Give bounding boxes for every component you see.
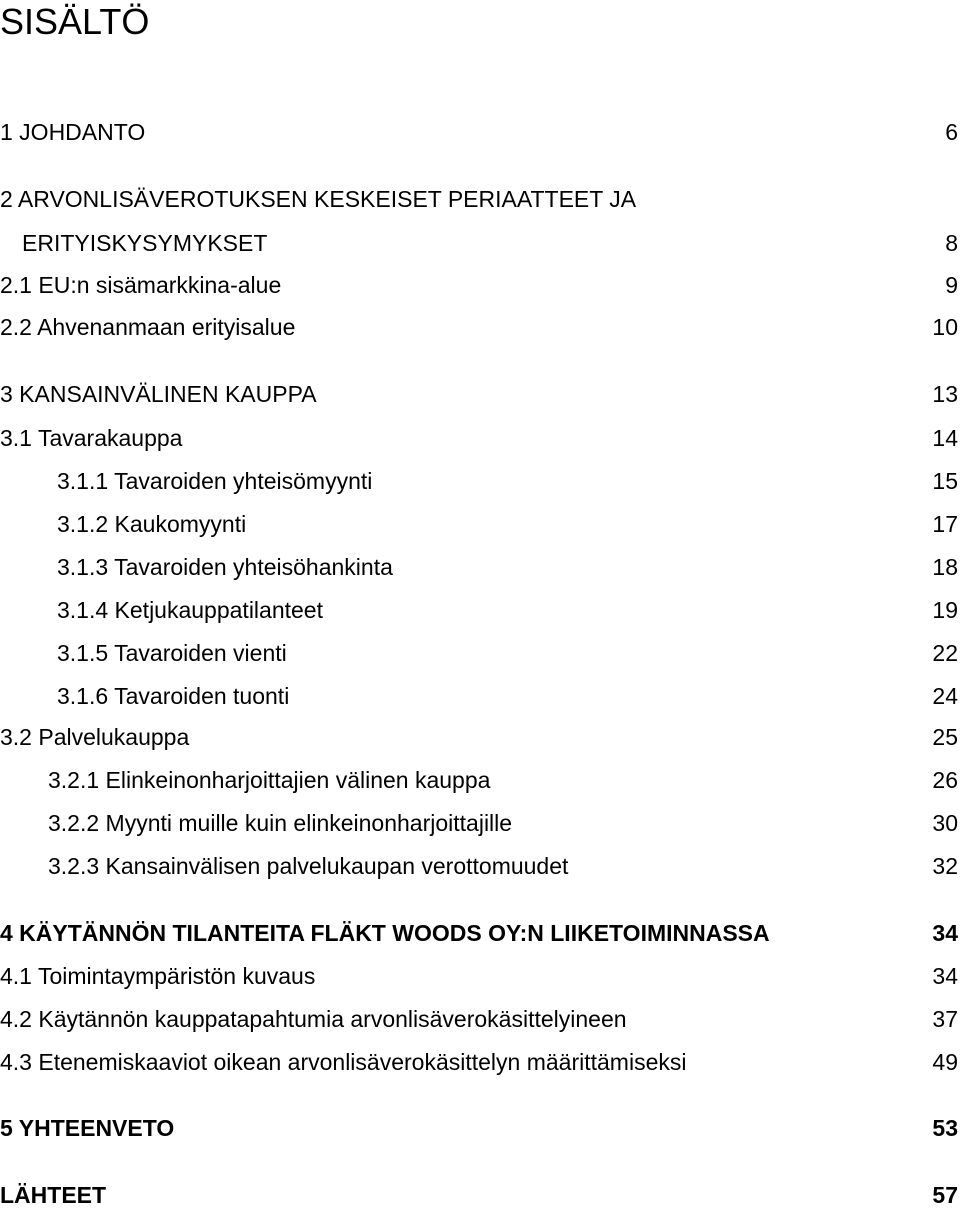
toc-entry[interactable]: [0, 380, 958, 408]
toc-entry-page: 32: [932, 853, 958, 879]
toc-entry-text: 2.1 EU:n sisämarkkina-alue: [0, 272, 282, 298]
toc-entry-text: LÄHTEET: [0, 1182, 107, 1208]
toc-entry[interactable]: [0, 271, 958, 299]
toc-entry[interactable]: [0, 639, 958, 667]
page-title: SISÄLTÖ: [0, 1, 150, 42]
toc-entry[interactable]: [0, 424, 958, 452]
toc-entry-page: 8: [945, 230, 958, 256]
toc-entry[interactable]: [0, 118, 958, 146]
toc-entry-page: 26: [932, 767, 958, 793]
toc-entry-text: 2 ARVONLISÄVEROTUKSEN KESKEISET PERIAATTEET JA: [0, 186, 637, 212]
toc-entry[interactable]: [22, 229, 958, 257]
toc-entry[interactable]: [0, 852, 958, 880]
toc-entry-page: 13: [932, 381, 958, 407]
toc-entry-text: 4 KÄYTÄNNÖN TILANTEITA FLÄKT WOODS OY:N LIIKETOIMINNASSA: [0, 920, 770, 946]
toc-entry[interactable]: [0, 1114, 958, 1142]
toc-entry-text: ERITYISKYSYMYKSET: [22, 230, 268, 256]
toc-entry-text: 2.2 Ahvenanmaan erityisalue: [0, 314, 296, 340]
toc-entry[interactable]: [0, 185, 958, 213]
toc-entry-page: 9: [945, 272, 958, 298]
toc-entry-text: 3.1.1 Tavaroiden yhteisömyynti: [57, 468, 373, 494]
toc-entry-text: 1 JOHDANTO: [0, 119, 146, 145]
toc-entry-text: 4.2 Käytännön kauppatapahtumia arvonlisäverokäsittelyineen: [0, 1006, 627, 1032]
toc-entry-text: 3.1 Tavarakauppa: [0, 425, 183, 451]
toc-entry-page: 6: [945, 119, 958, 145]
toc-entry-page: 49: [932, 1049, 958, 1075]
toc-entry-page: 34: [932, 920, 958, 946]
toc-entry[interactable]: [0, 1005, 958, 1033]
toc-entry[interactable]: [0, 1181, 958, 1209]
toc-entry-text: 3.2.1 Elinkeinonharjoittajien välinen kauppa: [48, 767, 491, 793]
toc-entry-text: 3.1.3 Tavaroiden yhteisöhankinta: [57, 554, 393, 580]
toc-entry-page: 17: [932, 511, 958, 537]
toc-entry-page: 10: [932, 314, 958, 340]
toc-entry[interactable]: [0, 682, 958, 710]
toc-entry[interactable]: [0, 313, 958, 341]
toc-entry[interactable]: [0, 919, 958, 947]
toc-entry[interactable]: [0, 766, 958, 794]
toc-entry-text: 3.2 Palvelukauppa: [0, 724, 190, 750]
toc-entry-text: 3.2.3 Kansainvälisen palvelukaupan verottomuudet: [48, 853, 569, 879]
toc-entry-text: 4.3 Etenemiskaaviot oikean arvonlisäverokäsittelyn määrittämiseksi: [0, 1049, 687, 1075]
toc-entry-page: 14: [932, 425, 958, 451]
toc-entry-text: 5 YHTEENVETO: [0, 1115, 175, 1141]
toc-entry-page: 37: [932, 1006, 958, 1032]
toc-entry-page: 18: [932, 554, 958, 580]
toc-entry-page: 53: [932, 1115, 958, 1141]
toc-entry[interactable]: [0, 809, 958, 837]
toc-entry-page: 57: [932, 1182, 958, 1208]
toc-entry-text: 3.1.2 Kaukomyynti: [57, 511, 247, 537]
toc-entry[interactable]: [0, 723, 958, 751]
toc-entry[interactable]: [0, 510, 958, 538]
toc-entry[interactable]: [0, 1048, 958, 1076]
toc-entry[interactable]: [0, 962, 958, 990]
toc-entry[interactable]: [0, 467, 958, 495]
toc-entry[interactable]: [0, 553, 958, 581]
toc-entry-text: 4.1 Toimintaympäristön kuvaus: [0, 963, 316, 989]
toc-entry-page: 15: [932, 468, 958, 494]
toc-entry[interactable]: [0, 596, 958, 624]
toc-entry-page: 19: [932, 597, 958, 623]
toc-entry-text: 3.2.2 Myynti muille kuin elinkeinonharjoittajille: [48, 810, 513, 836]
toc-entry-page: 22: [932, 640, 958, 666]
toc-entry-text: 3.1.6 Tavaroiden tuonti: [57, 683, 290, 709]
toc-entry-page: 34: [932, 963, 958, 989]
toc-entry-text: 3.1.4 Ketjukauppatilanteet: [57, 597, 323, 623]
toc-entry-text: 3 KANSAINVÄLINEN KAUPPA: [0, 381, 317, 407]
toc-entry-page: 30: [932, 810, 958, 836]
toc-entry-page: 25: [932, 724, 958, 750]
toc-entry-text: 3.1.5 Tavaroiden vienti: [57, 640, 287, 666]
toc-entry-page: 24: [932, 683, 958, 709]
